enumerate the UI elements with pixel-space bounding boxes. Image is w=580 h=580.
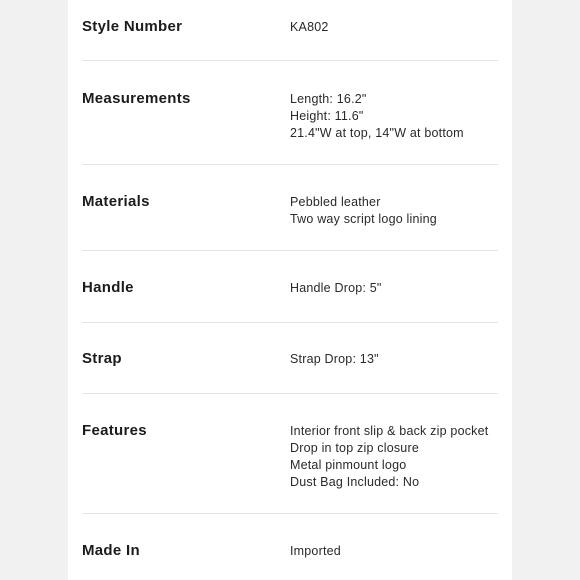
divider — [82, 250, 498, 251]
spec-value: Interior front slip & back zip pocket — [290, 424, 489, 438]
spec-label: Measurements — [82, 90, 191, 107]
spec-value: Metal pinmount logo — [290, 458, 407, 472]
spec-value: KA802 — [290, 20, 329, 34]
product-details-panel — [68, 0, 512, 580]
spec-values — [290, 543, 341, 560]
spec-value: Height: 11.6" — [290, 109, 364, 123]
spec-value: Strap Drop: 13" — [290, 352, 379, 366]
spec-value: Length: 16.2" — [290, 92, 367, 106]
spec-values — [290, 19, 329, 36]
spec-values — [290, 194, 437, 228]
spec-label: Style Number — [82, 18, 183, 35]
spec-label: Features — [82, 422, 147, 439]
divider — [82, 393, 498, 394]
spec-value: Pebbled leather — [290, 195, 381, 209]
spec-value: Dust Bag Included: No — [290, 475, 420, 489]
divider — [82, 60, 498, 61]
spec-values — [290, 351, 379, 368]
spec-label: Made In — [82, 542, 140, 559]
spec-value: Two way script logo lining — [290, 212, 437, 226]
spec-value: Handle Drop: 5" — [290, 281, 382, 295]
divider — [82, 322, 498, 323]
spec-values — [290, 280, 382, 297]
spec-value: 21.4"W at top, 14"W at bottom — [290, 126, 464, 140]
spec-values — [290, 91, 464, 142]
spec-label: Handle — [82, 279, 134, 296]
spec-label: Strap — [82, 350, 122, 367]
spec-value: Imported — [290, 544, 341, 558]
spec-value: Drop in top zip closure — [290, 441, 419, 455]
divider — [82, 164, 498, 165]
divider — [82, 513, 498, 514]
spec-label: Materials — [82, 193, 150, 210]
spec-values — [290, 423, 488, 491]
